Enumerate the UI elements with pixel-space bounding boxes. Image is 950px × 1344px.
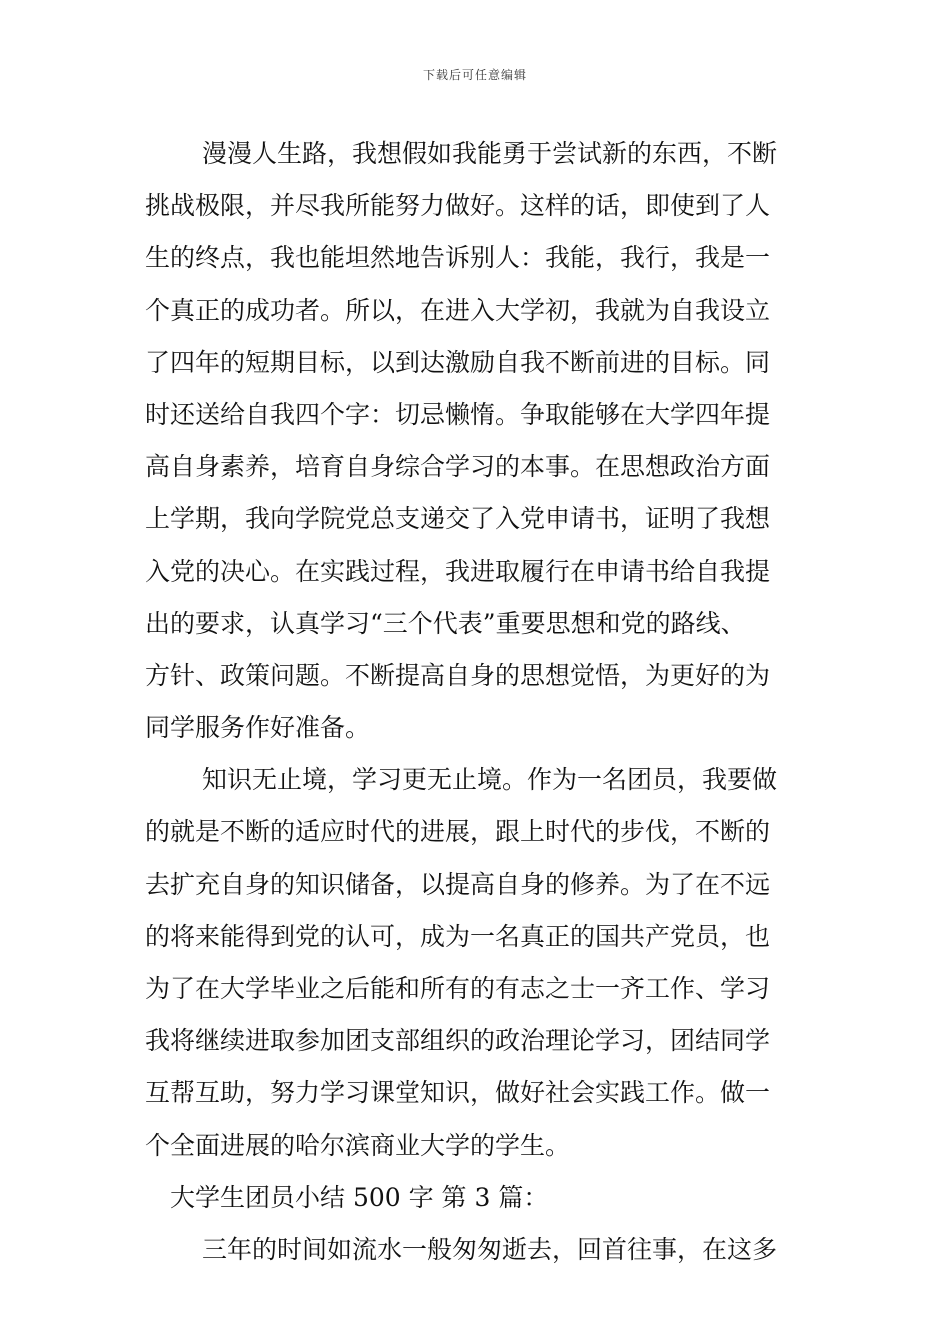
paragraph-2-line: 我将继续进取参加团支部组织的政治理论学习，团结同学 [145,1026,771,1056]
paragraph-1-line: 方针、政策问题。不断提高自身的思想觉悟，为更好的为 [145,660,771,690]
paragraph-1-line: 时还送给自我四个字：切忌懒惰。争取能够在大学四年提 [145,399,771,429]
paragraph-3-line: 三年的时间如流水一般匆匆逝去，回首往事，在这多 [202,1234,778,1264]
paragraph-1-line: 挑战极限，并尽我所能努力做好。这样的话，即使到了人 [145,191,771,221]
paragraph-1-line: 了四年的短期目标，以到达激励自我不断前进的目标。同 [145,347,771,377]
paragraph-1-line: 个真正的成功者。所以，在进入大学初，我就为自我设立 [145,295,771,325]
paragraph-2-line: 为了在大学毕业之后能和所有的有志之士一齐工作、学习 [145,974,771,1003]
paragraph-2-line: 互帮互助，努力学习课堂知识，做好社会实践工作。做一 [145,1078,771,1108]
header-note: 下载后可任意编辑 [422,68,527,82]
paragraph-1-line: 漫漫人生路，我想假如我能勇于尝试新的东西，不断 [202,139,778,168]
section-heading: 大学生团员小结 500 字 第 3 篇： [170,1182,549,1212]
paragraph-1-line: 高自身素养，培育自身综合学习的本事。在思想政治方面 [145,452,771,482]
paragraph-2-line: 的将来能得到党的认可，成为一名真正的国共产党员，也 [145,921,771,951]
paragraph-2-line: 知识无止境，学习更无止境。作为一名团员，我要做 [202,765,778,795]
paragraph-1-line: 生的终点，我也能坦然地告诉别人：我能，我行，我是一 [145,243,771,273]
paragraph-2-line: 的就是不断的适应时代的进展，跟上时代的步伐，不断的 [145,817,771,847]
paragraph-1-line: 入党的决心。在实践过程，我进取履行在申请书给自我提 [145,556,771,586]
paragraph-1-line: 上学期，我向学院党总支递交了入党申请书，证明了我想 [145,504,771,534]
paragraph-1-line: 出的要求，认真学习“三个代表”重要思想和党的路线、 [145,608,746,638]
paragraph-2-line: 个全面进展的哈尔滨商业大学的学生。 [145,1130,571,1160]
body-text [145,128,810,1276]
paragraph-1-line: 同学服务作好准备。 [145,713,371,743]
paragraph-2-line: 去扩充自身的知识储备，以提高自身的修养。为了在不远 [145,869,771,899]
